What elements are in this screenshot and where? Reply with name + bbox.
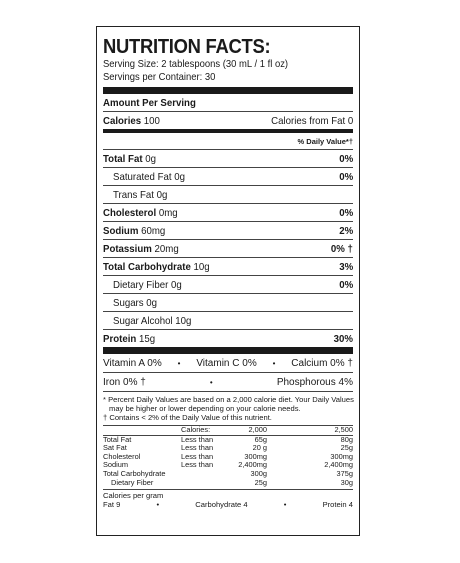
nutrient-label: Saturated Fat bbox=[113, 170, 172, 183]
calories-per-gram-label: Calories per gram bbox=[103, 489, 353, 500]
calories-row bbox=[103, 111, 353, 129]
table-row: Total Fat Less than 65g 80g bbox=[103, 434, 353, 444]
nutrient-label: Sugars bbox=[113, 296, 144, 309]
nutrient-amount: 0g bbox=[156, 188, 168, 201]
daily-value-table bbox=[103, 425, 353, 487]
table-row: Sat Fat Less than 20 g 25g bbox=[103, 443, 353, 453]
vitamins-row-2 bbox=[103, 372, 353, 391]
vitamin-a: Vitamin A 0% bbox=[103, 357, 162, 369]
nutrient-label: Cholesterol bbox=[103, 206, 157, 219]
nutrient-amount: 0g bbox=[170, 278, 182, 291]
nutrition-facts-label bbox=[96, 26, 360, 536]
footnotes bbox=[103, 391, 353, 422]
nutrient-amount: 20mg bbox=[154, 242, 179, 255]
calories-fat-value: 0 bbox=[347, 114, 353, 127]
nutrient-amount: 0mg bbox=[158, 206, 178, 219]
servings-per-container: Servings per Container: 30 bbox=[103, 71, 216, 83]
vitamins-row-1 bbox=[103, 354, 353, 372]
bullet: • bbox=[156, 500, 160, 510]
nutrient-amount: 0g bbox=[145, 152, 156, 165]
nutrient-label: Trans Fat bbox=[113, 188, 154, 201]
calcium: Calcium 0% † bbox=[291, 357, 353, 369]
nutrient-amount: 15g bbox=[138, 332, 156, 345]
nutrient-label: Potassium bbox=[103, 242, 152, 255]
nutrient-row-sugars bbox=[103, 293, 353, 311]
fat-per-gram: Fat 9 bbox=[103, 500, 121, 510]
label-title: NUTRITION FACTS: bbox=[103, 36, 271, 58]
nutrient-dv: 0% bbox=[339, 206, 353, 219]
nutrient-label: Sodium bbox=[103, 224, 139, 237]
nutrient-label: Protein bbox=[103, 332, 137, 345]
iron: Iron 0% † bbox=[103, 376, 146, 388]
nutrient-row-trans-fat bbox=[103, 185, 353, 203]
nutrient-row-potassium bbox=[103, 239, 353, 257]
nutrient-amount: 10g bbox=[193, 260, 210, 273]
nutrient-row-cholesterol bbox=[103, 203, 353, 221]
bullet: • bbox=[177, 358, 181, 368]
nutrient-label: Sugar Alcohol bbox=[113, 314, 173, 327]
footnote-contains: † Contains < 2% of the Daily Value of this nutrient. bbox=[103, 413, 272, 422]
serving-size: Serving Size: 2 tablespoons (30 mL / 1 fl oz) bbox=[103, 58, 289, 70]
divider-thick bbox=[103, 87, 353, 94]
divider-thick bbox=[103, 347, 353, 354]
footnote-percent-dv: * Percent Daily Values are based on a 2,000 calorie diet. Your Daily Values bbox=[103, 395, 354, 404]
footnote-calorie-needs: may be higher or lower depending on your calorie needs. bbox=[109, 404, 301, 413]
nutrient-dv: 2% bbox=[339, 224, 353, 237]
nutrient-dv: 0% † bbox=[330, 242, 353, 255]
table-row: Cholesterol Less than 300mg 300mg bbox=[103, 451, 353, 461]
nutrient-row-total-fat bbox=[103, 149, 353, 167]
nutrient-row-sodium bbox=[103, 221, 353, 239]
nutrient-amount: 10g bbox=[175, 314, 192, 327]
nutrient-row-protein bbox=[103, 329, 353, 347]
amount-per-serving: Amount Per Serving bbox=[103, 96, 196, 109]
nutrient-dv: 0% bbox=[339, 278, 353, 291]
table-row: Dietary Fiber 25g 30g bbox=[111, 477, 353, 487]
dv-header-row bbox=[103, 133, 353, 149]
calories-per-gram-row bbox=[103, 500, 353, 509]
nutrient-amount: 0g bbox=[174, 170, 185, 183]
nutrient-row-dietary-fiber bbox=[103, 275, 353, 293]
nutrient-label: Total Fat bbox=[103, 152, 143, 165]
table-row: Sodium Less than 2,400mg 2,400mg bbox=[103, 460, 353, 470]
nutrient-amount: 0g bbox=[146, 296, 158, 309]
table-row: Total Carbohydrate 300g 375g bbox=[103, 468, 353, 478]
nutrient-amount: 60mg bbox=[141, 224, 166, 237]
vitamin-c: Vitamin C 0% bbox=[196, 357, 257, 369]
dv-table-header: Calories: 2,000 2,500 bbox=[103, 426, 353, 436]
calories-label: Calories bbox=[103, 114, 142, 127]
calories-value: 100 bbox=[143, 114, 160, 127]
bullet: • bbox=[209, 377, 213, 387]
nutrient-dv: 0% bbox=[339, 152, 353, 165]
nutrient-label: Dietary Fiber bbox=[113, 278, 169, 291]
phosphorous: Phosphorous 4% bbox=[276, 376, 353, 388]
nutrient-dv: 30% bbox=[333, 332, 353, 345]
calories-fat-label: Calories from Fat bbox=[270, 114, 345, 127]
amount-per-serving-row bbox=[103, 94, 353, 111]
nutrient-dv: 0% bbox=[339, 170, 353, 183]
nutrient-label: Total Carbohydrate bbox=[103, 260, 191, 273]
carbohydrate-per-gram: Carbohydrate 4 bbox=[195, 500, 248, 510]
nutrient-row-sugar-alcohol bbox=[103, 311, 353, 329]
nutrient-dv: 3% bbox=[339, 260, 353, 273]
bullet: • bbox=[272, 358, 276, 368]
dv-header: % Daily Value*† bbox=[297, 136, 353, 146]
nutrient-row-saturated-fat bbox=[103, 167, 353, 185]
protein-per-gram: Protein 4 bbox=[322, 500, 353, 510]
nutrient-row-total-carbohydrate bbox=[103, 257, 353, 275]
bullet: • bbox=[283, 500, 287, 510]
